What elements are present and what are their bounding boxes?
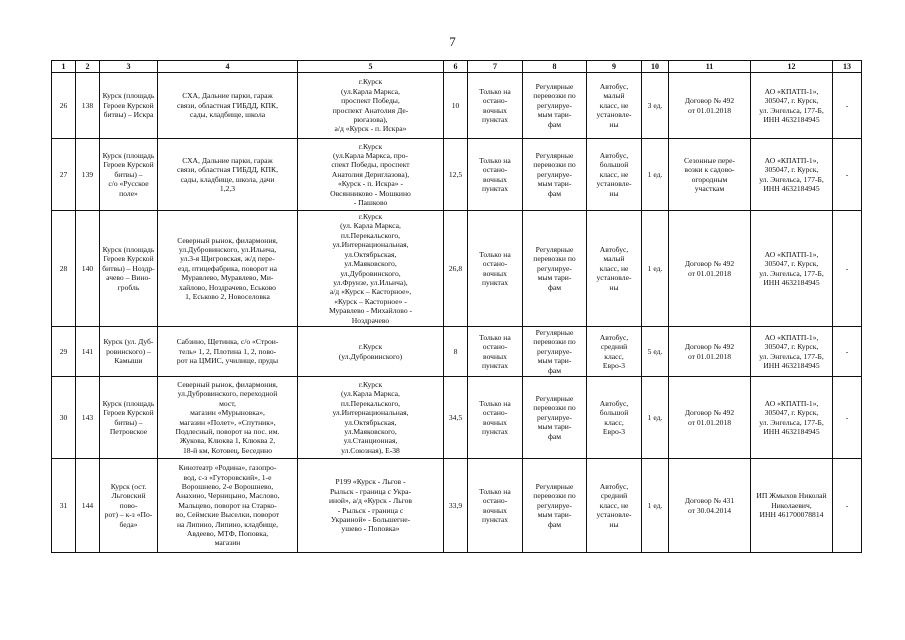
table-cell: Только на остано- вочных пунктах [468,211,523,327]
routes-table [51,60,862,553]
table-row [52,139,862,211]
table-cell: Курск (площадь Героев Курской битвы) – Петровское [100,377,158,459]
table-cell: Договор № 492 от 01.01.2018 [669,211,751,327]
table-row [52,73,862,139]
table-cell: 1 ед. [642,377,669,459]
table-cell: 28 [52,211,76,327]
table-cell: Только на остано- вочных пунктах [468,73,523,139]
table-cell: Автобус, малый класс, не установле- ны [587,73,642,139]
table-cell: Р199 «Курск - Льгов - Рыльск - граница с Укра- иной», а/д «Курск - Льгов - Рыльск - граница с Украиной» - Большегне- ушево - Поповка» [298,459,444,553]
table-cell: Курск (площадь Героев Курской битвы) – Ноздр- ачево – Вино- гробль [100,211,158,327]
table-cell: Регулярные перевозки по регулируе- мым тари- фам [523,211,587,327]
table-cell: СХА, Дальние парки, гараж связи, областная ГИБДД, КПК, сады, кладбище, школа [158,73,298,139]
table-cell: Регулярные перевозки по регулируе- мым тари- фам [523,327,587,377]
table-cell: 10 [444,73,468,139]
table-cell: Северный рынок, филармония, ул.Дубровинского, ул.Ильича, ул.3-я Щигровская, ж/д пере- езд, птицефабрика, поворот на Муравлево, Муравлево, Ми- хайлово, Ноздрачево, Еськово 1, Еськово 2, Новоселовка [158,211,298,327]
table-cell: Только на остано- вочных пунктах [468,459,523,553]
table-cell: 1 ед. [642,139,669,211]
table-cell: Сабзино, Щетинка, с/о «Строи- тель» 1, 2, Плотина 1, 2, пово- рот на ЦМИС, училище, пруды [158,327,298,377]
table-cell: г.Курск (ул.Карла Маркса, про- спект Победы, проспект Анатолия Дериглазова), «Курск - п. Искра» - Овсянниково - Мошкино - Пашково [298,139,444,211]
table-cell: - [833,73,862,139]
table-cell: 138 [76,73,100,139]
table-cell: Курск (ост. Льговский пово- рот) – к-з «По- беда» [100,459,158,553]
table-cell: Договор № 492 от 01.01.2018 [669,377,751,459]
table-cell: г.Курск (ул. Карла Маркса, пл.Перекальского, ул.Интернациональная, ул.Октябрьская, ул.Маяковского, ул.Дубровинского, ул.Фрунзе, ул.Ильича), а/д «Курск – Касторное», «Курск – Касторное» - Муравлево - Михайлово - Ноздрачево [298,211,444,327]
table-row [52,377,862,459]
table-cell: 1 ед. [642,211,669,327]
column-header-13: 13 [833,61,862,73]
table-cell: 34,5 [444,377,468,459]
table-cell: г.Курск (ул.Карла Маркса, пл.Перекальского, ул.Интернациональная, ул.Октябрьская, ул.Маяковского, ул.Станционная, ул.Союзная), Е-38 [298,377,444,459]
table-cell: 144 [76,459,100,553]
table-cell: 3 ед. [642,73,669,139]
table-cell: 12,5 [444,139,468,211]
table-cell: г.Курск (ул.Карла Маркса, проспект Победы, проспект Анатолия Де- рюгазова), а/д «Курск - п. Искра» [298,73,444,139]
table-cell: Автобус, средний класс, Евро-3 [587,327,642,377]
table-cell: Кинотеатр «Родина», газопро- вод, с-з «Гуторовский», 1-е Ворошнево, 2-е Ворошнево, Анахино, Черницыно, Маслово, Мальцево, поворот на Старко- во, Сеймские Выселки, поворот на Липино, Липино, кладбище, Авдеево, МТФ, Поповка, магазин [158,459,298,553]
table-cell: 31 [52,459,76,553]
column-header-12: 12 [751,61,833,73]
table-cell: Договор № 492 от 01.01.2018 [669,73,751,139]
table-cell: АО «КПАТП-1», 305047, г. Курск, ул. Энгельса, 177-Б, ИНН 4632184945 [751,211,833,327]
table-cell: Договор № 431 от 30.04.2014 [669,459,751,553]
table-cell: АО «КПАТП-1», 305047, г. Курск, ул. Энгельса, 177-Б, ИНН 4632184945 [751,377,833,459]
table-cell: Регулярные перевозки по регулируе- мым тари- фам [523,377,587,459]
table-cell: Только на остано- вочных пунктах [468,139,523,211]
table-cell: Только на остано- вочных пунктах [468,377,523,459]
table-row [52,459,862,553]
table-cell: Автобус, малый класс, не установле- ны [587,211,642,327]
table-cell: - [833,211,862,327]
table-cell: 140 [76,211,100,327]
table-cell: - [833,459,862,553]
table-header-row [52,61,862,73]
table-cell: ИП Жмыхов Николай Николаевич, ИНН 461700078814 [751,459,833,553]
table-cell: АО «КПАТП-1», 305047, г. Курск, ул. Энгельса, 177-Б, ИНН 4632184945 [751,73,833,139]
table-cell: Курск (площадь Героев Курской битвы) – с/о «Русское поле» [100,139,158,211]
column-header-6: 6 [444,61,468,73]
table-cell: АО «КПАТП-1», 305047, г. Курск, ул. Энгельса, 177-Б, ИНН 4632184945 [751,139,833,211]
table-cell: 143 [76,377,100,459]
column-header-9: 9 [587,61,642,73]
table-cell: Регулярные перевозки по регулируе- мым тари- фам [523,459,587,553]
table-cell: Курск (площадь Героев Курской битвы) – Искра [100,73,158,139]
table-row [52,211,862,327]
column-header-5: 5 [298,61,444,73]
table-cell: 29 [52,327,76,377]
table-cell: 8 [444,327,468,377]
table-cell: - [833,377,862,459]
column-header-3: 3 [100,61,158,73]
table-cell: Регулярные перевозки по регулируе- мым тари- фам [523,139,587,211]
column-header-8: 8 [523,61,587,73]
table-cell: 141 [76,327,100,377]
column-header-11: 11 [669,61,751,73]
column-header-2: 2 [76,61,100,73]
table-row [52,327,862,377]
column-header-1: 1 [52,61,76,73]
table-cell: 26,8 [444,211,468,327]
table-cell: 1 ед. [642,459,669,553]
table-cell: 33,9 [444,459,468,553]
table-cell: СХА, Дальние парки, гараж связи, областная ГИБДД, КПК, сады, кладбище, школа, дачи 1,2,3 [158,139,298,211]
table-cell: г.Курск (ул.Дубровинского) [298,327,444,377]
table-cell: 139 [76,139,100,211]
table-cell: 27 [52,139,76,211]
table-cell: 26 [52,73,76,139]
column-header-7: 7 [468,61,523,73]
table-cell: Договор № 492 от 01.01.2018 [669,327,751,377]
table-cell: - [833,139,862,211]
table-cell: Автобус, большой класс, не установле- ны [587,139,642,211]
table-cell: АО «КПАТП-1», 305047, г. Курск, ул. Энгельса, 177-Б, ИНН 4632184945 [751,327,833,377]
column-header-4: 4 [158,61,298,73]
table-cell: Северный рынок, филармония, ул.Дубровинского, переходной мост, магазин «Мурыновка», магазин «Полет», «Спутник», Подлесный, поворот на пос. им. Жукова, Клюква 1, Клюква 2, 18-й км, Котовец, Беседино [158,377,298,459]
table-cell: Только на остано- вочных пунктах [468,327,523,377]
table-cell: 5 ед. [642,327,669,377]
table-cell: Регулярные перевозки по регулируе- мым тари- фам [523,73,587,139]
page-number: 7 [449,34,456,49]
table-body [52,73,862,553]
table-cell: Сезонные пере- возки к садово- огородным участкам [669,139,751,211]
table-cell: Курск (ул. Дуб- ровинского) – Камыши [100,327,158,377]
table-cell: Автобус, большой класс, Евро-3 [587,377,642,459]
column-header-10: 10 [642,61,669,73]
table-cell: 30 [52,377,76,459]
table-cell: - [833,327,862,377]
table-cell: Автобус, средний класс, не установле- ны [587,459,642,553]
